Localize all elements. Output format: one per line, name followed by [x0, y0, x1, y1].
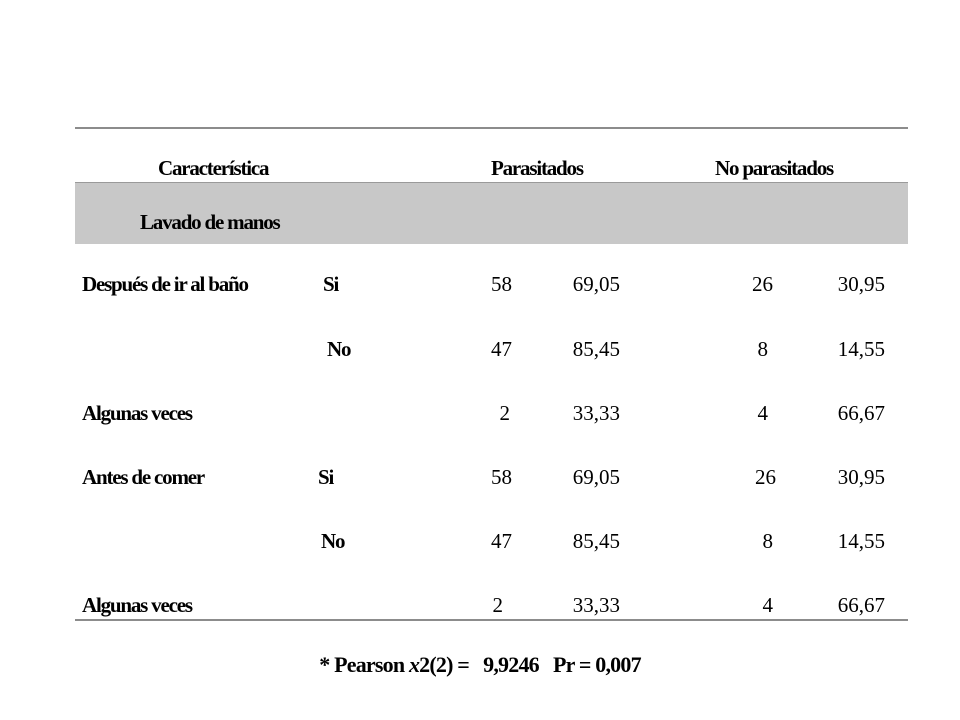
cell-p-pct: 69,05: [572, 465, 620, 489]
row-label: Algunas veces: [82, 593, 192, 617]
header-characteristic: Característica: [158, 156, 269, 180]
row-label: Antes de comer: [82, 465, 204, 489]
cell-p-pct: 85,45: [572, 337, 620, 361]
cell-p-n: 2: [499, 401, 510, 425]
header-parasitized: Parasitados: [491, 156, 583, 180]
pearson-footer: [0, 652, 960, 678]
footer-stat-symbol: x: [408, 652, 420, 677]
cell-p-n: 58: [491, 465, 512, 489]
cell-p-pct: 69,05: [572, 272, 620, 296]
cell-np-n: 8: [762, 529, 773, 553]
header-not-parasitized: No parasitados: [715, 156, 833, 180]
cell-np-n: 26: [752, 272, 773, 296]
cell-np-n: 26: [755, 465, 776, 489]
cell-np-n: 4: [757, 401, 768, 425]
cell-p-pct: 33,33: [572, 401, 620, 425]
cell-p-n: 58: [491, 272, 512, 296]
footer-stat-rest: 2(2) = 9,9246 Pr = 0,007: [419, 652, 641, 677]
cell-np-pct: 66,67: [837, 593, 885, 617]
cell-p-n: 47: [491, 529, 512, 553]
cell-np-pct: 14,55: [837, 337, 885, 361]
cell-p-pct: 33,33: [572, 593, 620, 617]
row-sub: No: [321, 529, 345, 553]
cell-p-n: 2: [492, 593, 503, 617]
row-label: Después de ir al baño: [82, 272, 248, 296]
cell-np-n: 8: [757, 337, 768, 361]
table-bottom-rule: [75, 619, 908, 621]
cell-np-pct: 66,67: [837, 401, 885, 425]
row-sub: Si: [318, 465, 334, 489]
cell-np-n: 4: [762, 593, 773, 617]
cell-np-pct: 14,55: [837, 529, 885, 553]
footer-prefix: * Pearson: [319, 652, 409, 677]
section-label: Lavado de manos: [140, 210, 280, 234]
cell-p-n: 47: [491, 337, 512, 361]
table-top-rule: [75, 127, 908, 129]
row-label: Algunas veces: [82, 401, 192, 425]
cell-p-pct: 85,45: [572, 529, 620, 553]
cell-np-pct: 30,95: [837, 465, 885, 489]
row-sub: No: [327, 337, 351, 361]
cell-np-pct: 30,95: [837, 272, 885, 296]
row-sub: Si: [323, 272, 339, 296]
